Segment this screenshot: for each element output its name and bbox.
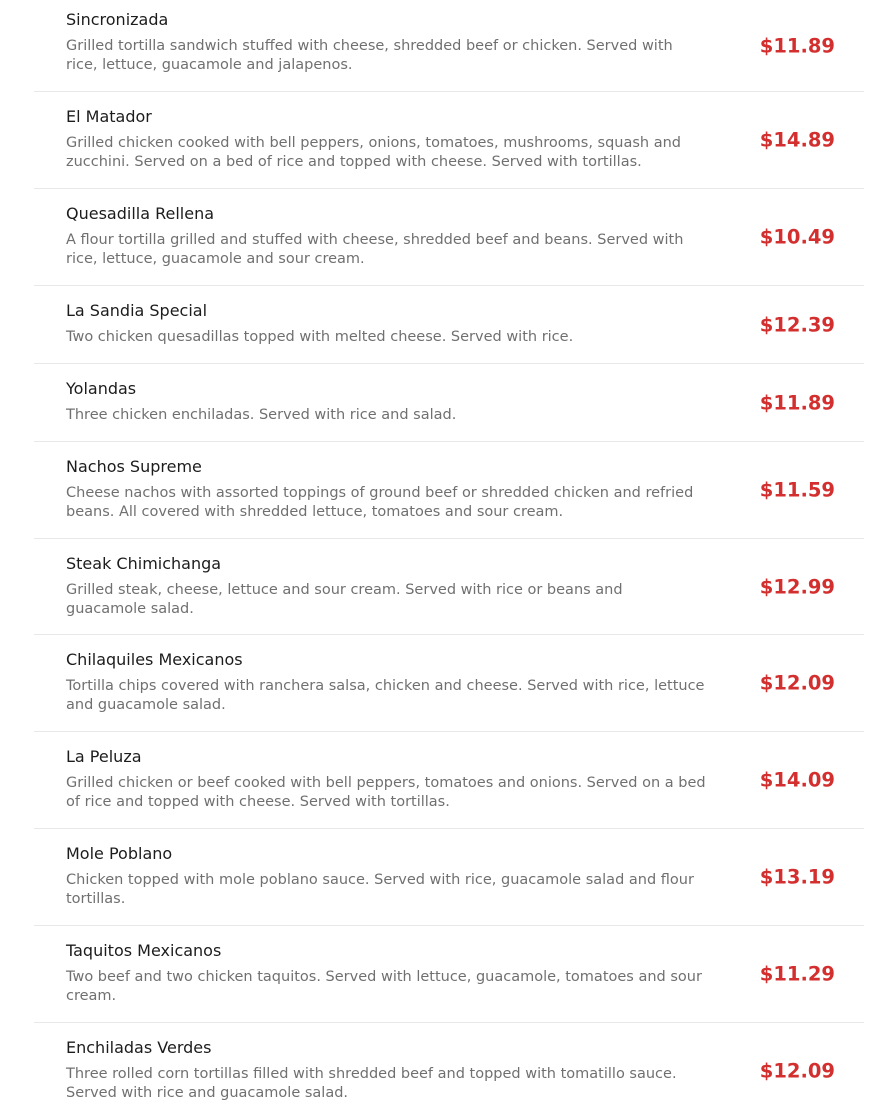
menu-item-la-sandia-special[interactable] — [34, 286, 864, 364]
item-price: $12.39 — [759, 313, 835, 336]
item-price: $11.59 — [759, 478, 835, 502]
item-price: $10.49 — [759, 225, 835, 249]
item-price: $12.09 — [759, 671, 835, 695]
item-description: Grilled chicken cooked with bell peppers, onions, tomatoes, mushrooms, squash and zucchini. Served on a bed of rice and topped with cheese. Served with tortillas. — [66, 135, 682, 170]
item-description: Grilled tortilla sandwich stuffed with cheese, shredded beef or chicken. Served with rice, lettuce, guacamole and jalapenos. — [66, 38, 673, 73]
item-name: Sincronizada — [66, 10, 169, 29]
menu-item-sincronizada[interactable] — [34, 0, 864, 92]
item-price: $13.19 — [759, 865, 835, 889]
menu-item-mole-poblano[interactable] — [34, 829, 864, 926]
menu-item-steak-chimichanga[interactable] — [34, 539, 864, 635]
item-description: Chicken topped with mole poblano sauce. Served with rice, guacamole salad and flour tortillas. — [66, 872, 694, 907]
menu-item-yolandas[interactable] — [34, 364, 864, 442]
item-name: Chilaquiles Mexicanos — [66, 650, 243, 669]
item-description: Grilled chicken or beef cooked with bell peppers, tomatoes and onions. Served on a bed of rice and topped with cheese. Served with tortillas. — [66, 775, 706, 810]
item-description: Grilled steak, cheese, lettuce and sour cream. Served with rice or beans and guacamole salad. — [66, 582, 623, 617]
item-name: Quesadilla Rellena — [66, 204, 215, 223]
item-price: $11.89 — [759, 391, 835, 414]
item-price: $11.29 — [759, 962, 835, 986]
item-price: $12.09 — [759, 1059, 835, 1082]
item-price: $14.09 — [759, 768, 835, 792]
item-price: $11.89 — [759, 34, 835, 57]
item-description: Two beef and two chicken taquitos. Served with lettuce, guacamole, tomatoes and sour cream. — [66, 969, 702, 1004]
item-name: Nachos Supreme — [66, 457, 202, 476]
menu-item-chilaquiles-mexicanos[interactable] — [34, 635, 864, 732]
item-name: El Matador — [66, 107, 152, 126]
menu-item-quesadilla-rellena[interactable] — [34, 189, 864, 286]
item-description: Three rolled corn tortillas filled with shredded beef and topped with tomatillo sauce. Served with rice and guacamole salad. — [66, 1066, 677, 1101]
item-description: Cheese nachos with assorted toppings of ground beef or shredded chicken and refried beans. All covered with shredded lettuce, tomatoes and sour cream. — [66, 485, 694, 520]
item-description: Tortilla chips covered with ranchera salsa, chicken and cheese. Served with rice, lettuce and guacamole salad. — [66, 678, 705, 713]
menu-item-enchiladas-verdes[interactable] — [34, 1023, 864, 1118]
item-description: Three chicken enchiladas. Served with rice and salad. — [66, 407, 457, 423]
item-name: Mole Poblano — [66, 844, 173, 863]
item-price: $12.99 — [759, 575, 835, 598]
item-price: $14.89 — [759, 128, 835, 152]
item-name: Yolandas — [66, 379, 137, 398]
item-name: Taquitos Mexicanos — [66, 941, 222, 960]
item-name: Steak Chimichanga — [66, 554, 222, 573]
item-name: Enchiladas Verdes — [66, 1038, 212, 1057]
menu-item-el-matador[interactable] — [34, 92, 864, 189]
menu-item-nachos-supreme[interactable] — [34, 442, 864, 539]
item-description: A flour tortilla grilled and stuffed with cheese, shredded beef and beans. Served with rice, lettuce, guacamole and sour cream. — [66, 232, 684, 267]
item-description: Two chicken quesadillas topped with melted cheese. Served with rice. — [66, 329, 574, 345]
menu-item-la-peluza[interactable] — [34, 732, 864, 829]
item-name: La Peluza — [66, 747, 142, 766]
item-name: La Sandia Special — [66, 301, 208, 320]
menu-item-list — [34, 0, 864, 1118]
menu-item-taquitos-mexicanos[interactable] — [34, 926, 864, 1023]
